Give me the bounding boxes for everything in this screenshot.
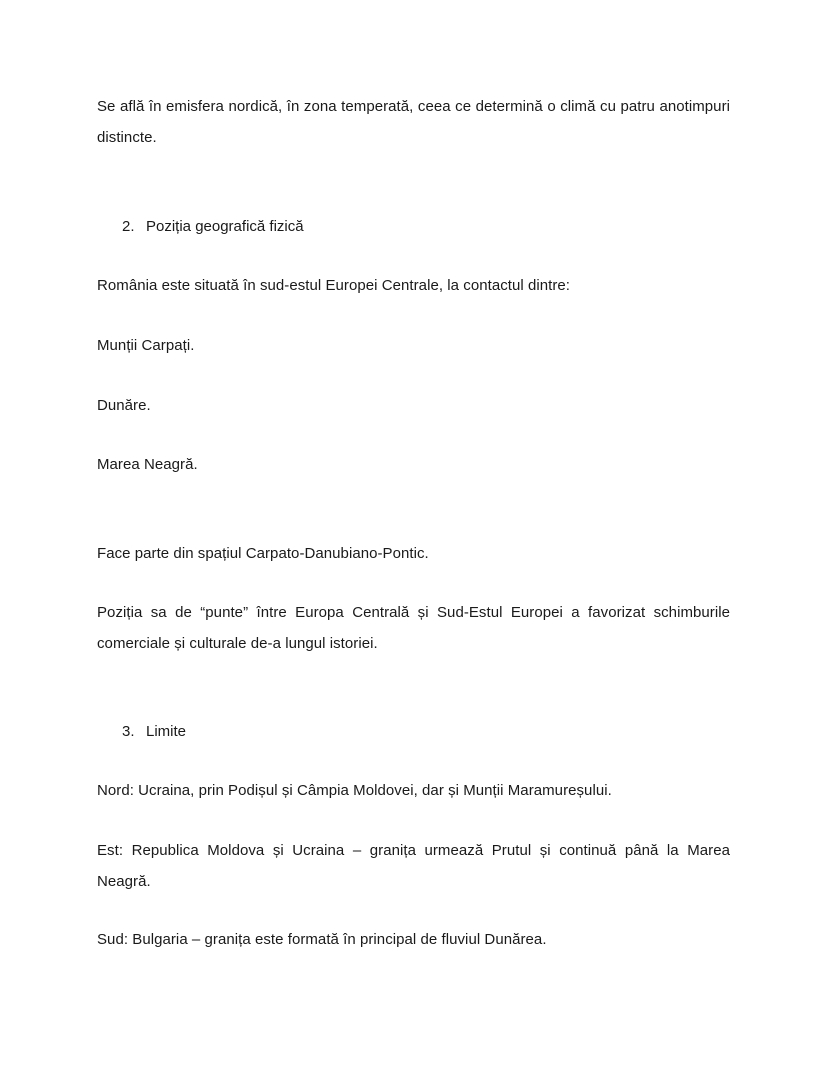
- list-item-carpati: Munții Carpați.: [97, 337, 195, 354]
- section-2-bridge-paragraph: Poziția sa de “punte” între Europa Centrală și Sud-Estul Europei a favorizat schimburile comerciale și culturale de-a lungul istoriei.: [97, 604, 730, 652]
- section-3-title: Limite: [146, 723, 187, 740]
- limit-north: Nord: Ucraina, prin Podișul și Câmpia Moldovei, dar și Munții Maramureșului.: [97, 782, 612, 799]
- list-item-marea-neagra: Marea Neagră.: [97, 456, 198, 473]
- limit-south: Sud: Bulgaria – granița este formată în principal de fluviul Dunărea.: [97, 931, 547, 948]
- list-item-dunare: Dunăre.: [97, 397, 151, 414]
- section-2-heading: [122, 211, 304, 242]
- section-2-title: Poziția geografică fizică: [146, 218, 304, 235]
- limit-east: Est: Republica Moldova și Ucraina – granița urmează Prutul și continuă până la Marea Neagră.: [97, 842, 730, 890]
- section-2-lead: România este situată în sud-estul Europei Centrale, la contactul dintre:: [97, 277, 571, 294]
- section-2-number: 2.: [122, 218, 135, 235]
- section-3-heading: [122, 716, 186, 747]
- section-2-space-paragraph: Face parte din spațiul Carpato-Danubiano-Pontic.: [97, 545, 429, 562]
- section-3-number: 3.: [122, 723, 135, 740]
- intro-paragraph: Se află în emisfera nordică, în zona temperată, ceea ce determină o climă cu patru anotimpuri distincte.: [97, 98, 730, 146]
